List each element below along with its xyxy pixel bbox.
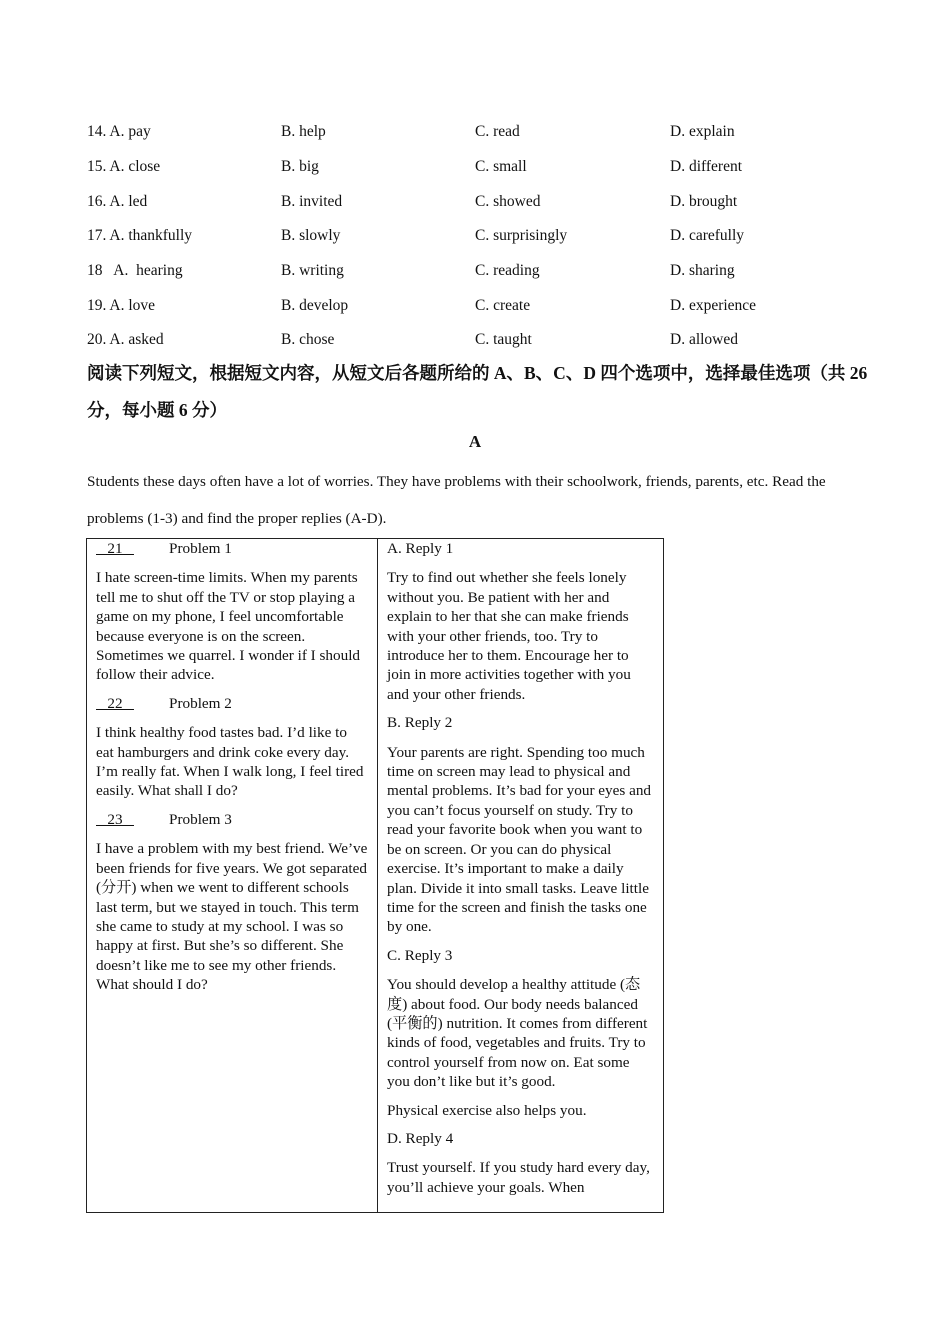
- option-b: B. big: [281, 158, 319, 176]
- option-a: 14. A. pay: [87, 123, 151, 141]
- reply-3-text: You should develop a healthy attitude (态度) about food. Our body needs balanced (平衡的) nutrition. It comes from different kinds of food, vegetables and fruits. Try to control yourself from now on. Eat some you don’t like but it’s good.: [387, 976, 648, 1091]
- reply-1-text: Try to find out whether she feels lonely without you. Be patient with her and explain to her that she can make friends with your other friends, too. Try to introduce her to them. Encourage her to join in more activities together with you and your other friends.: [387, 569, 631, 703]
- problem-2-text: I think healthy food tastes bad. I’d like to eat hamburgers and drink coke every day. I’m really fat. When I walk long, I feel tired easily. What shall I do?: [96, 724, 364, 800]
- option-c: C. surprisingly: [475, 227, 568, 245]
- problem-title: Problem 1: [169, 540, 232, 557]
- reply-1-heading: A. Reply 1: [387, 540, 454, 557]
- option-d: D. allowed: [670, 331, 739, 349]
- section-label: A: [468, 432, 482, 451]
- option-d: D. different: [670, 158, 743, 176]
- reply-4-text: Trust yourself. If you study hard every day, you’ll achieve your goals. When: [387, 1159, 650, 1196]
- option-row-14: [87, 115, 887, 150]
- option-b: B. help: [281, 123, 326, 141]
- option-c: C. small: [475, 158, 527, 176]
- reply-2-heading: B. Reply 2: [387, 714, 453, 732]
- option-c: C. taught: [475, 331, 532, 349]
- replies-column: [378, 539, 664, 1213]
- problem-2-heading: [96, 694, 368, 713]
- problem-3-heading: [96, 810, 368, 829]
- option-a: 16. A. led: [87, 192, 148, 210]
- option-b: B. slowly: [281, 227, 341, 245]
- answer-blank-23[interactable]: 23: [96, 810, 134, 828]
- answer-blank-22[interactable]: 22: [96, 694, 134, 712]
- option-d: D. brought: [670, 192, 738, 210]
- option-row-16: [87, 184, 887, 219]
- option-a: 20. A. asked: [87, 331, 164, 349]
- reply-4-heading: D. Reply 4: [387, 1129, 454, 1147]
- option-row-17: [87, 219, 887, 254]
- option-b: B. develop: [281, 296, 349, 314]
- passage-intro: Students these days often have a lot of worries. They have problems with their schoolwork, friends, parents, etc. Read the problems (1-3) and find the proper replies (A-D).: [87, 473, 826, 527]
- problem-3-text: I have a problem with my best friend. We’ve been friends for five years. We got separated (分开) when we went to different schools last term, but we stayed in touch. This term she came to study at my school. I was so happy at first. But she’s so different. She doesn’t like me to see my other friends. What should I do?: [96, 840, 368, 994]
- option-d: D. explain: [670, 123, 735, 141]
- option-b: B. writing: [281, 262, 344, 280]
- option-d: D. carefully: [670, 227, 745, 245]
- option-b: B. invited: [281, 192, 343, 210]
- option-row-15: [87, 150, 887, 185]
- reading-instruction: 阅读下列短文，根据短文内容，从短文后各题所给的 A、B、C、D 四个选项中，选择最佳选项（共 26 分，每小题 6 分）: [87, 363, 868, 420]
- option-a: 17. A. thankfully: [87, 227, 193, 245]
- option-c: C. read: [475, 123, 520, 141]
- problem-title: Problem 3: [169, 810, 232, 828]
- answer-options: [87, 115, 887, 358]
- option-a: 15. A. close: [87, 158, 161, 176]
- option-a: 19. A. love: [87, 296, 156, 314]
- problems-replies-table: [86, 538, 664, 1213]
- option-row-20: [87, 323, 887, 358]
- reply-2-text: Your parents are right. Spending too much time on screen may lead to physical and mental problems. It’s bad for your eyes and you can’t focus yourself on study. Try to read your favorite book when you want to be on screen. Or you can do physical exercise. It’s important to make a daily plan. Divide it into small tasks. Leave little time for the screen and finish the tasks one by one.: [387, 743, 652, 936]
- reply-3-heading: C. Reply 3: [387, 946, 453, 964]
- option-row-18: [87, 254, 887, 289]
- option-row-19: [87, 288, 887, 323]
- option-c: C. showed: [475, 192, 541, 210]
- problem-1-heading: [96, 539, 368, 558]
- option-d: D. experience: [670, 296, 757, 314]
- answer-blank-21[interactable]: 21: [96, 540, 134, 557]
- option-a: 18 A. hearing: [87, 262, 183, 280]
- option-b: B. chose: [281, 331, 335, 349]
- problem-title: Problem 2: [169, 694, 232, 712]
- reply-3-text-extra: Physical exercise also helps you.: [387, 1101, 587, 1119]
- option-c: C. create: [475, 296, 531, 314]
- option-d: D. sharing: [670, 262, 735, 280]
- option-c: C. reading: [475, 262, 540, 280]
- problem-1-text: I hate screen-time limits. When my parents tell me to shut off the TV or stop playing a game on my phone, I feel uncomfortable because everyone is on the screen. Sometimes we quarrel. I wonder if I should follow their advice.: [96, 569, 361, 684]
- problems-column: [87, 539, 378, 1213]
